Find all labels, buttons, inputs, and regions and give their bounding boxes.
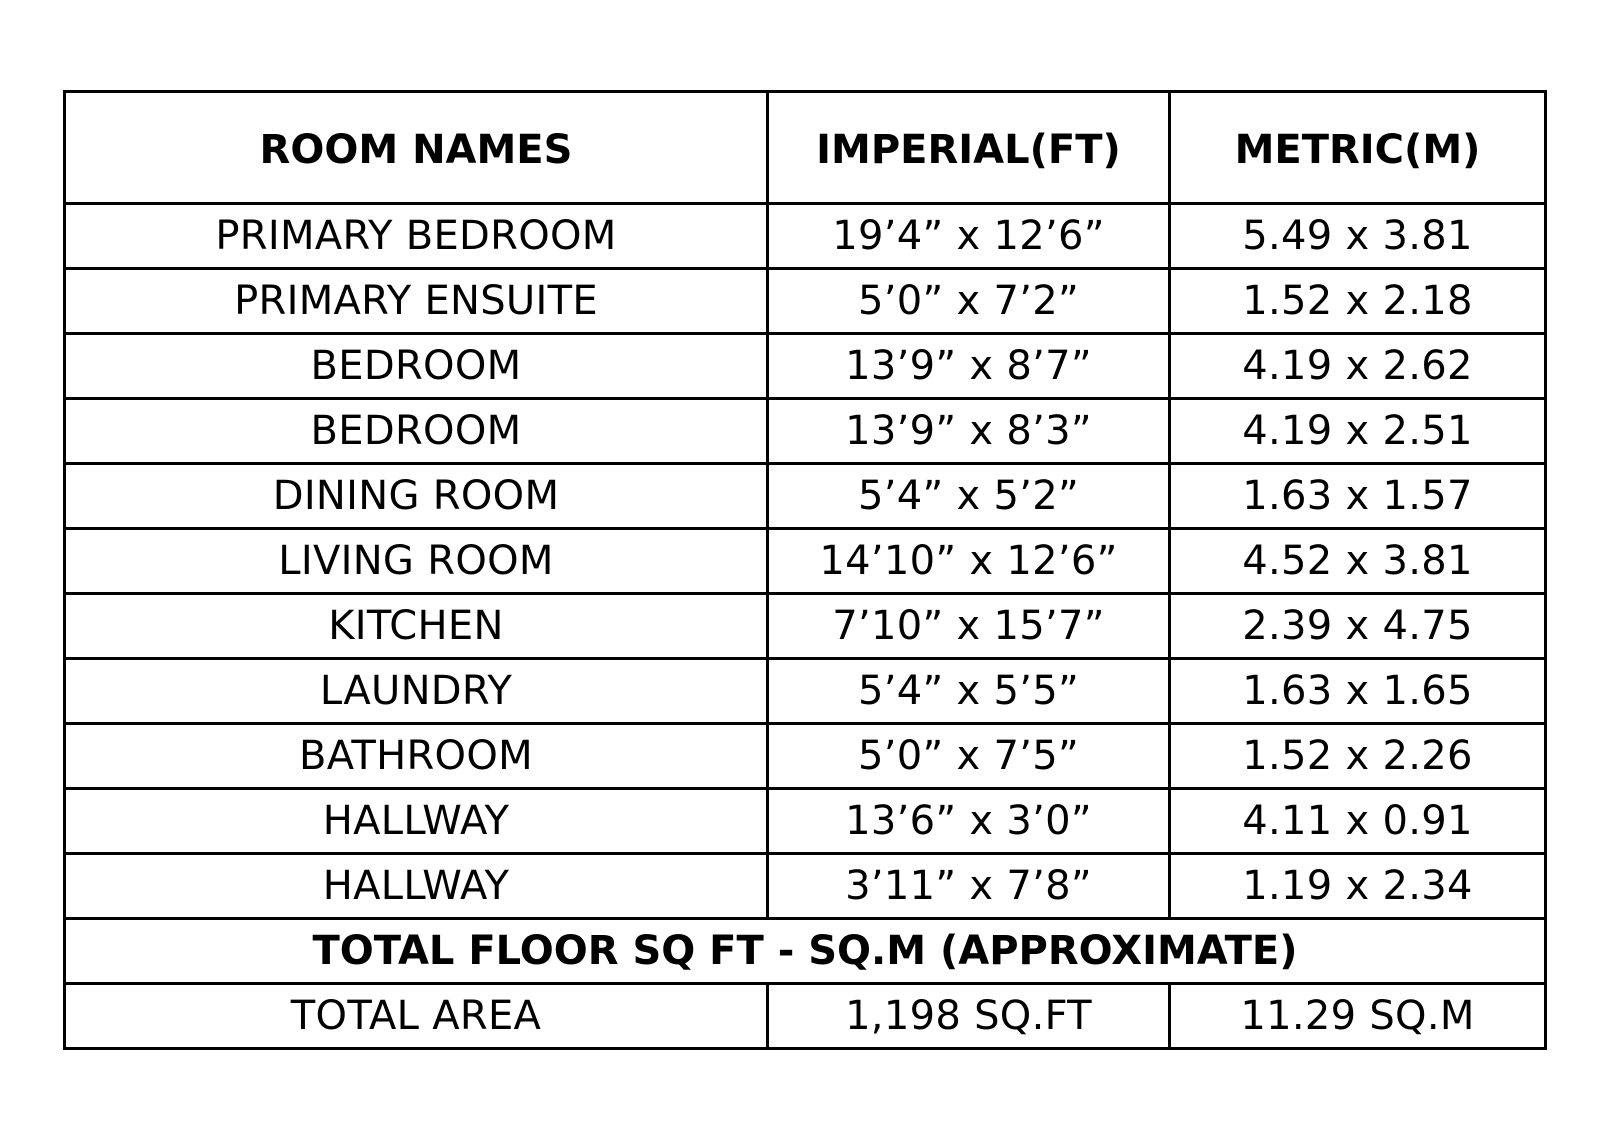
header-imperial: IMPERIAL(FT) <box>768 92 1170 204</box>
metric-cell: 1.63 x 1.57 <box>1170 464 1546 529</box>
total-area-label: TOTAL AREA <box>65 984 768 1049</box>
room-dimensions-table <box>63 90 1547 1050</box>
total-area-row <box>65 984 1546 1049</box>
metric-cell: 4.11 x 0.91 <box>1170 789 1546 854</box>
room-name-cell: DINING ROOM <box>65 464 768 529</box>
metric-cell: 4.19 x 2.62 <box>1170 334 1546 399</box>
imperial-cell: 5’4” x 5’2” <box>768 464 1170 529</box>
metric-cell: 1.52 x 2.18 <box>1170 269 1546 334</box>
room-name-cell: BEDROOM <box>65 399 768 464</box>
metric-cell: 4.19 x 2.51 <box>1170 399 1546 464</box>
header-metric: METRIC(M) <box>1170 92 1546 204</box>
total-floor-heading: TOTAL FLOOR SQ FT - SQ.M (APPROXIMATE) <box>65 919 1546 984</box>
table-row <box>65 854 1546 919</box>
metric-cell: 1.19 x 2.34 <box>1170 854 1546 919</box>
table-row <box>65 594 1546 659</box>
table-row <box>65 204 1546 269</box>
imperial-cell: 5’0” x 7’5” <box>768 724 1170 789</box>
table-row <box>65 334 1546 399</box>
table-row <box>65 659 1546 724</box>
imperial-cell: 5’0” x 7’2” <box>768 269 1170 334</box>
metric-cell: 5.49 x 3.81 <box>1170 204 1546 269</box>
room-name-cell: LAUNDRY <box>65 659 768 724</box>
room-name-cell: LIVING ROOM <box>65 529 768 594</box>
total-area-metric: 11.29 SQ.M <box>1170 984 1546 1049</box>
room-name-cell: BEDROOM <box>65 334 768 399</box>
imperial-cell: 5’4” x 5’5” <box>768 659 1170 724</box>
room-name-cell: KITCHEN <box>65 594 768 659</box>
header-room-names: ROOM NAMES <box>65 92 768 204</box>
table-row <box>65 529 1546 594</box>
room-name-cell: PRIMARY BEDROOM <box>65 204 768 269</box>
imperial-cell: 3’11” x 7’8” <box>768 854 1170 919</box>
total-area-imperial: 1,198 SQ.FT <box>768 984 1170 1049</box>
total-heading-row <box>65 919 1546 984</box>
metric-cell: 1.52 x 2.26 <box>1170 724 1546 789</box>
imperial-cell: 7’10” x 15’7” <box>768 594 1170 659</box>
table-row <box>65 789 1546 854</box>
metric-cell: 2.39 x 4.75 <box>1170 594 1546 659</box>
header-row <box>65 92 1546 204</box>
imperial-cell: 13’6” x 3’0” <box>768 789 1170 854</box>
table-row <box>65 399 1546 464</box>
room-name-cell: PRIMARY ENSUITE <box>65 269 768 334</box>
table-row <box>65 269 1546 334</box>
room-name-cell: HALLWAY <box>65 789 768 854</box>
table-row <box>65 724 1546 789</box>
metric-cell: 1.63 x 1.65 <box>1170 659 1546 724</box>
imperial-cell: 19’4” x 12’6” <box>768 204 1170 269</box>
table-row <box>65 464 1546 529</box>
imperial-cell: 13’9” x 8’3” <box>768 399 1170 464</box>
metric-cell: 4.52 x 3.81 <box>1170 529 1546 594</box>
room-name-cell: HALLWAY <box>65 854 768 919</box>
room-name-cell: BATHROOM <box>65 724 768 789</box>
imperial-cell: 13’9” x 8’7” <box>768 334 1170 399</box>
imperial-cell: 14’10” x 12’6” <box>768 529 1170 594</box>
